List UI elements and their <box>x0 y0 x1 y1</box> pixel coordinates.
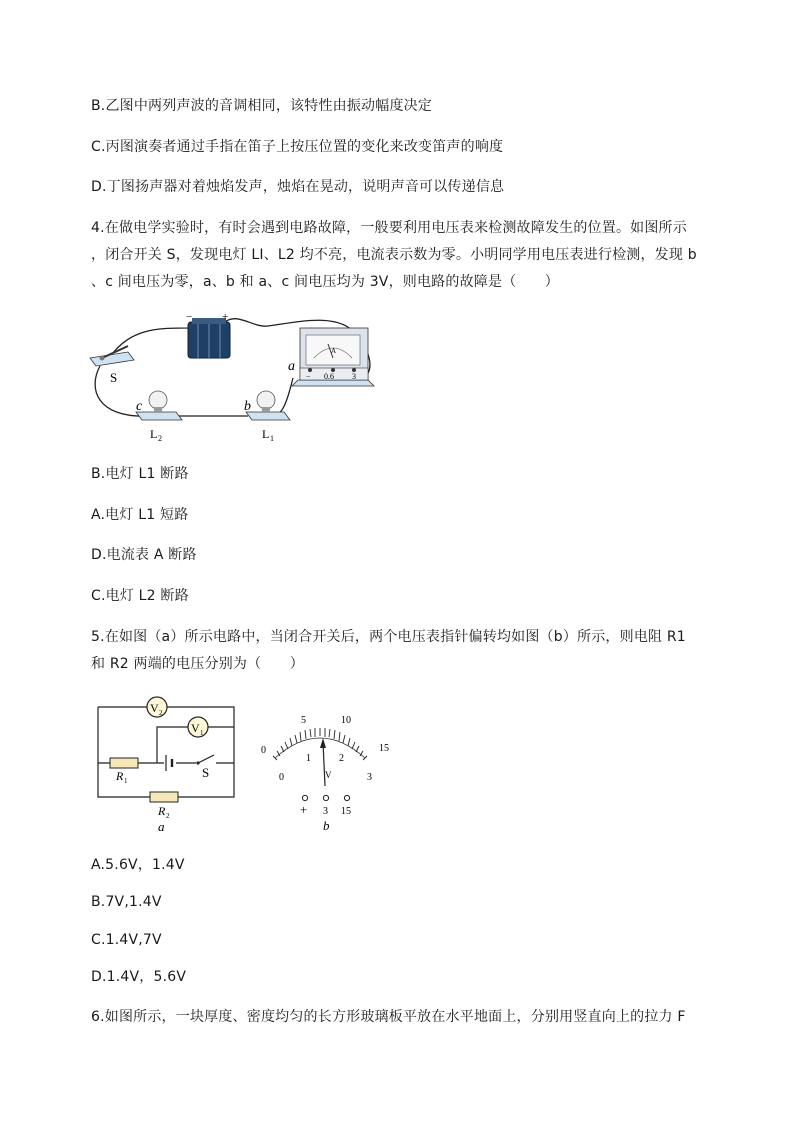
q4-lamp-l1 <box>244 391 290 443</box>
lamp-l2-label: L <box>150 427 158 441</box>
q4-switch-label: S <box>110 370 118 385</box>
switch-label: S <box>202 765 210 780</box>
outer-tick-10: 10 <box>341 715 351 726</box>
q6-stem-line1: 6.如图所示，一块厚度、密度均匀的长方形玻璃板平放在水平地面上，分别用竖直向上的拉力 F <box>91 1009 686 1025</box>
resistor-r1 <box>110 758 138 785</box>
q4-option-2: A.电灯 L1 短路 <box>91 507 189 523</box>
battery-minus-label: − <box>186 311 193 323</box>
ammeter-symbol: A <box>331 347 337 355</box>
terminal-plus: + <box>300 802 308 817</box>
dial-unit-label: V <box>325 770 332 780</box>
lamp-l1-label: L <box>262 427 270 441</box>
inner-tick-1: 1 <box>306 753 311 764</box>
q4-option-4: C.电灯 L2 断路 <box>91 588 189 604</box>
q3-option-c: C.丙图演奏者通过手指在笛子上按压位置的变化来改变笛声的响度 <box>91 139 504 155</box>
point-a-label: a <box>288 359 295 374</box>
q5-stem-line2: 和 R2 两端的电压分别为（ ） <box>91 656 304 672</box>
q4-lamp-l2 <box>136 391 182 443</box>
voltmeter-v1 <box>188 717 208 737</box>
r1-subscript: 1 <box>124 777 128 785</box>
ammeter-terminal-minus: − <box>306 372 311 381</box>
q4-stem-line2: ，闭合开关 S，发现电灯 LI、L2 均不亮，电流表示数为零。小明同学用电压表进行检测，发现 b <box>91 247 697 263</box>
r1-label: R <box>116 769 124 783</box>
q3-option-d: D.丁图扬声器对着烛焰发声，烛焰在晃动，说明声音可以传递信息 <box>91 179 505 195</box>
q5-option-c: C.1.4V,7V <box>91 932 162 948</box>
q5-stem-line1: 5.在如图（a）所示电路中，当闭合开关后，两个电压表指针偏转均如图（b）所示，则电阻 R1 <box>91 629 686 645</box>
q4-ammeter <box>288 328 374 386</box>
q5-option-a: A.5.6V，1.4V <box>91 857 185 873</box>
switch-s <box>196 755 216 780</box>
inner-tick-0: 0 <box>279 772 284 783</box>
lamp-l2-subscript: 2 <box>158 434 162 443</box>
battery-cell <box>164 755 176 771</box>
point-c-label: c <box>136 399 143 414</box>
v2-label: V <box>150 701 159 715</box>
outer-tick-15: 15 <box>379 743 389 754</box>
v1-label: V <box>191 721 200 735</box>
outer-tick-0: 0 <box>261 745 266 756</box>
point-b-label: b <box>244 399 251 414</box>
figure-a-caption: a <box>158 819 165 834</box>
q5-circuit-a <box>92 695 242 840</box>
v2-subscript: 2 <box>159 709 163 717</box>
ammeter-terminal-06: 0.6 <box>324 372 334 381</box>
q3-option-b: B.乙图中两列声波的音调相同，该特性由振动幅度决定 <box>91 98 433 114</box>
q4-stem-line1: 4.在做电学实验时，有时会遇到电路故障，一般要利用电压表来检测故障发生的位置。如图所示 <box>91 220 687 236</box>
figure-b-caption: b <box>323 818 330 833</box>
r2-label: R <box>158 804 166 818</box>
q4-circuit-figure <box>88 308 388 448</box>
terminal-3: 3 <box>323 806 328 817</box>
v1-subscript: 1 <box>200 729 204 737</box>
outer-tick-5: 5 <box>301 715 306 726</box>
q5-voltmeter-dial-b <box>255 708 395 838</box>
inner-tick-2: 2 <box>339 753 344 764</box>
q4-switch <box>90 346 134 385</box>
q5-option-d: D.1.4V，5.6V <box>91 969 187 985</box>
resistor-r2 <box>150 792 178 820</box>
q5-option-b: B.7V,1.4V <box>91 894 162 910</box>
q4-option-3: D.电流表 A 断路 <box>91 547 197 563</box>
q4-option-1: B.电灯 L1 断路 <box>91 466 189 482</box>
terminal-15: 15 <box>341 806 351 817</box>
battery-plus-label: + <box>222 311 229 323</box>
dial-scale-ticks <box>273 728 367 760</box>
lamp-l1-subscript: 1 <box>270 434 274 443</box>
inner-tick-3: 3 <box>367 772 372 783</box>
ammeter-terminal-3: 3 <box>352 372 356 381</box>
q4-stem-line3: 、c 间电压为零，a、b 和 a、c 间电压均为 3V，则电路的故障是（ ） <box>91 274 559 290</box>
r2-subscript: 2 <box>166 812 170 820</box>
voltmeter-v2 <box>147 697 167 717</box>
q4-battery <box>186 311 230 358</box>
